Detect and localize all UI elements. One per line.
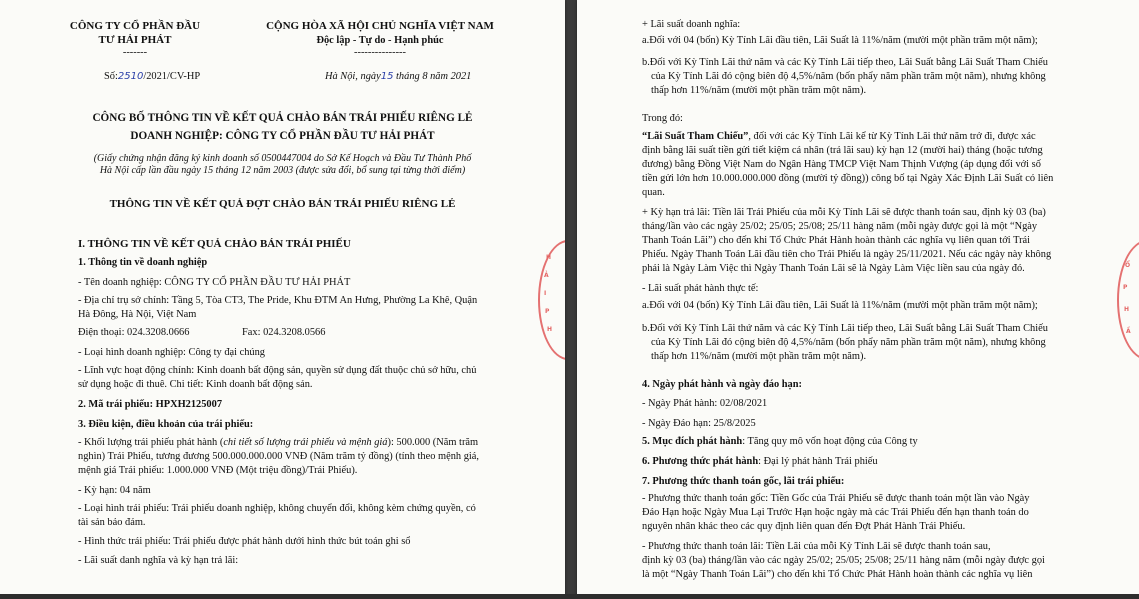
- national-header-line-2: Độc lập - Tự do - Hạnh phúc: [316, 35, 444, 46]
- national-header-line-1: CỘNG HÒA XÃ HỘI CHỦ NGHĨA VIỆT NAM: [266, 20, 494, 32]
- right-line-1: + Lãi suất doanh nghĩa:: [642, 19, 741, 30]
- subtitle-line-2: Hà Nội cấp lần đầu ngày 15 tháng 12 năm 2003 (được sửa đổi, bổ sung tại từng thời điểm): [99, 165, 466, 176]
- fax-line: Fax: 024.3208.0566: [242, 327, 326, 338]
- heading-6: 6. Phương thức phát hành: Đại lý phát hành Trái phiếu: [642, 456, 878, 467]
- right-line-14: Thanh Toán Lãi”) cho đến khi Tổ Chức Phát Hành hoàn thành các nghĩa vụ liên quan tới Trái: [642, 235, 1031, 246]
- bond-kind-line-2: tài sản bảo đảm.: [78, 517, 146, 528]
- heading-1: 1. Thông tin về doanh nghiệp: [78, 257, 208, 268]
- right-line-19: b.Đối với Kỳ Tính Lãi thứ năm và các Kỳ Tính Lãi tiếp theo, Lãi Suất bằng Lãi Suất Tham Chiếu: [642, 323, 1048, 334]
- right-line-2: a.Đối với 04 (bốn) Kỳ Tính Lãi đầu tiên, Lãi Suất là 11%/năm (mười một phần trăm một năm);: [642, 35, 1038, 46]
- national-header-divider: ---------------: [354, 47, 406, 58]
- right-line-33: là một “Ngày Thanh Toán Lãi”) cho đến khi Tổ Chức Phát Hành hoàn thành các nghĩa vụ liên: [642, 569, 1033, 580]
- business-type-line: - Loại hình doanh nghiệp: Công ty đại chúng: [78, 347, 266, 358]
- right-line-15: Phiếu. Ngày Thanh Toán Lãi đầu tiên cho Trái Phiếu là ngày 25/11/2021. Nếu các ngày này không: [642, 249, 1052, 260]
- right-line-28: - Phương thức thanh toán gốc: Tiền Gốc của Trái Phiếu sẽ được thanh toán một lần vào Ngày: [642, 493, 1030, 504]
- document-title-1: CÔNG BỐ THÔNG TIN VỀ KẾT QUẢ CHÀO BÁN TRÁI PHIẾU RIÊNG LẺ: [92, 112, 473, 124]
- right-line-10: tiền gửi lớn hơn 10.000.000.000 đồng (mười tỷ đồng)) công bố tại Ngày Xác Định Lãi Suất có liên: [642, 173, 1054, 184]
- interest-rate-line: - Lãi suất danh nghĩa và kỳ hạn trả lãi:: [78, 555, 239, 566]
- address-line-1: - Địa chỉ trụ sở chính: Tầng 5, Tòa CT3, The Pride, Khu ĐTM An Hưng, Phường La Khê, Quận: [78, 295, 478, 306]
- company-name-line: - Tên doanh nghiệp: CÔNG TY CỔ PHẦN ĐẦU TƯ HẢI PHÁT: [78, 277, 351, 288]
- handwritten-day: 15: [380, 71, 394, 82]
- address-line-2: Hà Đông, Hà Nội, Việt Nam: [78, 309, 197, 320]
- maturity-date-line: - Ngày Đáo hạn: 25/8/2025: [642, 418, 756, 429]
- section-title: THÔNG TIN VỀ KẾT QUẢ ĐỢT CHÀO BÁN TRÁI PHIẾU RIÊNG LẺ: [109, 198, 456, 210]
- right-line-13: tháng/lần vào các ngày 25/02; 25/05; 25/08; 25/11 hàng năm (mỗi ngày được gọi là một “Ngày: [642, 221, 1038, 232]
- right-line-9: đương) bằng Đồng Việt Nam do Ngân Hàng TMCP Việt Nam Thịnh Vượng (áp dụng đối với số: [642, 159, 1041, 170]
- phone-line: Điện thoại: 024.3208.0666: [78, 327, 190, 338]
- company-header-line-1: CÔNG TY CỔ PHẦN ĐẦU: [69, 20, 201, 32]
- heading-I: I. THÔNG TIN VỀ KẾT QUẢ CHÀO BÁN TRÁI PHIẾU: [78, 238, 351, 250]
- right-line-5: thấp hơn 11%/năm (mười một phần trăm một năm).: [651, 85, 867, 96]
- right-line-7: “Lãi Suất Tham Chiếu”, đối với các Kỳ Tính Lãi kể từ Kỳ Tính Lãi thứ năm trở đi, được xác: [642, 131, 1036, 142]
- document-page-left: [0, 0, 565, 599]
- right-line-18: a.Đối với 04 (bốn) Kỳ Tính Lãi đầu tiên, Lãi Suất là 11%/năm (mười một phần trăm một năm);: [642, 300, 1038, 311]
- document-date: Hà Nội, ngày15 tháng 8 năm 2021: [325, 71, 472, 82]
- company-header-divider: -------: [122, 47, 148, 58]
- bond-kind-line-1: - Loại hình trái phiếu: Trái phiếu doanh nghiệp, không chuyển đổi, không kèm chứng quyền, có: [78, 503, 476, 514]
- red-seal-stamp-right: Ổ P H Ầ: [1117, 240, 1139, 360]
- right-line-3: b.Đối với Kỳ Tính Lãi thứ năm và các Kỳ Tính Lãi tiếp theo, Lãi Suất bằng Lãi Suất Tham Chiếu: [642, 57, 1048, 68]
- volume-line-1: - Khối lượng trái phiếu phát hành (chi tiết số lượng trái phiếu và mệnh giá): 500.000 (Năm trăm: [78, 437, 479, 448]
- term-line: - Kỳ hạn: 04 năm: [78, 485, 151, 496]
- right-line-4: của Kỳ Tính Lãi đó cộng biên độ 4,5%/năm (bốn phẩy năm phần trăm một năm), nhưng không: [651, 71, 1046, 82]
- right-line-11: quan.: [642, 187, 665, 198]
- red-seal-stamp-left: H Ả I P H: [538, 240, 565, 360]
- issue-date-line: - Ngày Phát hành: 02/08/2021: [642, 398, 768, 409]
- document-number: Số:2510/2021/CV-HP: [104, 71, 201, 82]
- right-line-16: phải là Ngày Làm Việc thì Ngày Thanh Toán Lãi sẽ là Ngày Làm Việc liền sau của ngày đó.: [642, 263, 1025, 274]
- heading-2: 2. Mã trái phiếu: HPXH2125007: [78, 399, 223, 410]
- right-line-20: của Kỳ Tính Lãi đó cộng biên độ 4,5%/năm (bốn phẩy năm phần trăm một năm), nhưng không: [651, 337, 1046, 348]
- bond-form-line: - Hình thức trái phiếu: Trái phiếu được phát hành dưới hình thức bút toán ghi sổ: [78, 536, 411, 547]
- right-line-17: - Lãi suất phát hành thực tế:: [642, 283, 759, 294]
- bottom-bar: [0, 594, 1139, 599]
- document-title-2: DOANH NGHIỆP: CÔNG TY CỔ PHẦN ĐẦU TƯ HẢI PHÁT: [130, 130, 435, 142]
- company-header-line-2: TƯ HẢI PHÁT: [98, 34, 172, 46]
- heading-4: 4. Ngày phát hành và ngày đáo hạn:: [642, 379, 802, 390]
- business-field-line-1: - Lĩnh vực hoạt động chính: Kinh doanh bất động sản, quyền sử dụng đất thuộc chủ sở hữu, chủ: [78, 365, 477, 376]
- heading-5: 5. Mục đích phát hành: Tăng quy mô vốn hoạt động của Công ty: [642, 436, 918, 447]
- right-line-8: định bằng lãi suất tiền gửi tiết kiệm cá nhân (trả lãi sau) kỳ hạn 12 (mười hai) tháng (hoặc tương: [642, 145, 1043, 156]
- handwritten-number: 2510: [117, 71, 144, 82]
- heading-7: 7. Phương thức thanh toán gốc, lãi trái phiếu:: [642, 476, 845, 487]
- subtitle-line-1: (Giấy chứng nhận đăng ký kinh doanh số 0500447004 do Sở Kế Hoạch và Đầu Tư Thành Phố: [93, 153, 472, 164]
- right-line-30: nguyên nhân khác theo các quy định liên quan đến Đợt Phát Hành Trái Phiếu.: [642, 521, 966, 532]
- volume-line-3: mệnh giá Trái phiếu: 1.000.000 VNĐ (Một triệu đồng)/Trái Phiếu).: [78, 465, 358, 476]
- volume-line-2: nghìn) Trái Phiếu, tương đương 500.000.000.000 VNĐ (Năm trăm tỷ đồng) (tính theo mệnh giá,: [78, 451, 480, 462]
- right-line-12: + Kỳ hạn trả lãi: Tiền lãi Trái Phiếu của mỗi Kỳ Tính Lãi sẽ được thanh toán sau, định kỳ 03 (ba): [642, 207, 1046, 218]
- right-line-21: thấp hơn 11%/năm (mười một phần trăm một năm).: [651, 351, 867, 362]
- page-gap: [565, 0, 577, 599]
- right-line-29: Đáo Hạn hoặc Ngày Mua Lại Trước Hạn hoặc ngày mà các Trái Phiếu đến hạn thanh toán do: [642, 507, 1029, 518]
- business-field-line-2: sử dụng hoặc đi thuê. Chi tiết: Kinh doanh bất động sản.: [78, 379, 313, 390]
- right-line-32: định kỳ 03 (ba) tháng/lần vào các ngày 25/02; 25/05; 25/08; 25/11 hàng năm (mỗi ngày được gọi: [642, 555, 1045, 566]
- heading-3: 3. Điều kiện, điều khoản của trái phiếu:: [78, 419, 254, 430]
- document-page-right: [577, 0, 1139, 599]
- right-line-31: - Phương thức thanh toán lãi: Tiền Lãi của mỗi Kỳ Tính Lãi sẽ được thanh toán sau,: [642, 541, 991, 552]
- right-line-6: Trong đó:: [642, 113, 683, 124]
